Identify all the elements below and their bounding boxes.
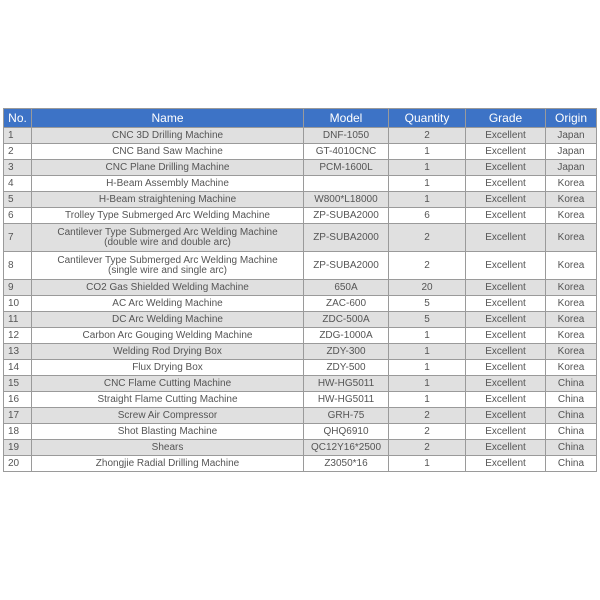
cell-no: 7 (4, 224, 32, 252)
table-row (4, 440, 597, 456)
cell-origin: Korea (546, 328, 597, 344)
cell-no: 8 (4, 252, 32, 280)
cell-no: 14 (4, 360, 32, 376)
cell-no: 18 (4, 424, 32, 440)
cell-name: CNC Flame Cutting Machine (32, 376, 304, 392)
cell-origin: Korea (546, 176, 597, 192)
table-row (4, 208, 597, 224)
cell-model: GRH-75 (304, 408, 389, 424)
table-row (4, 224, 597, 252)
cell-no: 13 (4, 344, 32, 360)
cell-name: Welding Rod Drying Box (32, 344, 304, 360)
table-row (4, 160, 597, 176)
cell-name: Shot Blasting Machine (32, 424, 304, 440)
cell-quantity: 5 (389, 296, 466, 312)
cell-origin: Korea (546, 360, 597, 376)
cell-name (32, 252, 304, 280)
cell-model: QHQ6910 (304, 424, 389, 440)
table-row (4, 392, 597, 408)
cell-name: Straight Flame Cutting Machine (32, 392, 304, 408)
cell-grade: Excellent (466, 144, 546, 160)
cell-name: H-Beam Assembly Machine (32, 176, 304, 192)
cell-name-line2: (double wire and double arc) (104, 236, 231, 248)
cell-origin: Japan (546, 128, 597, 144)
cell-grade: Excellent (466, 176, 546, 192)
table-row (4, 144, 597, 160)
cell-name: CO2 Gas Shielded Welding Machine (32, 280, 304, 296)
cell-no: 5 (4, 192, 32, 208)
cell-origin: China (546, 376, 597, 392)
cell-model: Z3050*16 (304, 456, 389, 472)
cell-grade: Excellent (466, 160, 546, 176)
cell-model: GT-4010CNC (304, 144, 389, 160)
cell-no: 19 (4, 440, 32, 456)
table-row (4, 408, 597, 424)
cell-origin: Korea (546, 224, 597, 252)
cell-origin: Japan (546, 144, 597, 160)
cell-no: 15 (4, 376, 32, 392)
cell-origin: Korea (546, 192, 597, 208)
table-row (4, 252, 597, 280)
cell-model: ZDG-1000A (304, 328, 389, 344)
header-no: No. (4, 109, 32, 128)
cell-model: DNF-1050 (304, 128, 389, 144)
cell-name: Shears (32, 440, 304, 456)
header-name: Name (32, 109, 304, 128)
cell-grade: Excellent (466, 424, 546, 440)
cell-origin: China (546, 424, 597, 440)
cell-no: 6 (4, 208, 32, 224)
cell-grade: Excellent (466, 312, 546, 328)
cell-name-line1: Cantilever Type Submerged Arc Welding Machine (57, 254, 278, 266)
cell-model: HW-HG5011 (304, 376, 389, 392)
cell-origin: Korea (546, 344, 597, 360)
cell-quantity: 6 (389, 208, 466, 224)
cell-grade: Excellent (466, 208, 546, 224)
cell-name: Screw Air Compressor (32, 408, 304, 424)
cell-quantity: 1 (389, 328, 466, 344)
cell-origin: Korea (546, 312, 597, 328)
cell-grade: Excellent (466, 344, 546, 360)
cell-model: ZAC-600 (304, 296, 389, 312)
table-row (4, 376, 597, 392)
cell-no: 1 (4, 128, 32, 144)
cell-origin: China (546, 440, 597, 456)
cell-grade: Excellent (466, 224, 546, 252)
cell-origin: Korea (546, 252, 597, 280)
cell-name: Zhongjie Radial Drilling Machine (32, 456, 304, 472)
cell-model: W800*L18000 (304, 192, 389, 208)
cell-origin: China (546, 392, 597, 408)
cell-quantity: 1 (389, 144, 466, 160)
cell-quantity: 1 (389, 344, 466, 360)
cell-model (304, 176, 389, 192)
cell-quantity: 2 (389, 408, 466, 424)
table-row (4, 456, 597, 472)
cell-origin: Korea (546, 280, 597, 296)
cell-name: CNC Plane Drilling Machine (32, 160, 304, 176)
cell-grade: Excellent (466, 280, 546, 296)
table-row (4, 312, 597, 328)
header-origin: Origin (546, 109, 597, 128)
cell-grade: Excellent (466, 296, 546, 312)
table-row (4, 424, 597, 440)
cell-model: ZP-SUBA2000 (304, 224, 389, 252)
cell-origin: Japan (546, 160, 597, 176)
cell-quantity: 2 (389, 224, 466, 252)
cell-name: Trolley Type Submerged Arc Welding Machine (32, 208, 304, 224)
cell-name: DC Arc Welding Machine (32, 312, 304, 328)
cell-grade: Excellent (466, 328, 546, 344)
cell-name: Flux Drying Box (32, 360, 304, 376)
cell-no: 3 (4, 160, 32, 176)
cell-no: 20 (4, 456, 32, 472)
cell-name: AC Arc Welding Machine (32, 296, 304, 312)
cell-no: 4 (4, 176, 32, 192)
cell-no: 17 (4, 408, 32, 424)
cell-origin: Korea (546, 296, 597, 312)
cell-quantity: 1 (389, 176, 466, 192)
table-row (4, 344, 597, 360)
cell-quantity: 2 (389, 424, 466, 440)
cell-grade: Excellent (466, 456, 546, 472)
cell-name: CNC Band Saw Machine (32, 144, 304, 160)
header-model: Model (304, 109, 389, 128)
cell-quantity: 5 (389, 312, 466, 328)
cell-model: HW-HG5011 (304, 392, 389, 408)
cell-model: 650A (304, 280, 389, 296)
table-row (4, 360, 597, 376)
cell-model: ZDY-500 (304, 360, 389, 376)
cell-name: H-Beam straightening Machine (32, 192, 304, 208)
equipment-table (3, 108, 597, 472)
cell-no: 2 (4, 144, 32, 160)
cell-quantity: 2 (389, 440, 466, 456)
cell-name: CNC 3D Drilling Machine (32, 128, 304, 144)
table-row (4, 176, 597, 192)
cell-quantity: 1 (389, 376, 466, 392)
table-row (4, 296, 597, 312)
cell-no: 16 (4, 392, 32, 408)
cell-quantity: 2 (389, 128, 466, 144)
cell-name: Carbon Arc Gouging Welding Machine (32, 328, 304, 344)
cell-no: 11 (4, 312, 32, 328)
cell-quantity: 1 (389, 392, 466, 408)
cell-grade: Excellent (466, 440, 546, 456)
cell-model: QC12Y16*2500 (304, 440, 389, 456)
cell-model: ZDY-300 (304, 344, 389, 360)
table-row (4, 280, 597, 296)
cell-quantity: 1 (389, 456, 466, 472)
cell-model: PCM-1600L (304, 160, 389, 176)
header-quantity: Quantity (389, 109, 466, 128)
cell-grade: Excellent (466, 252, 546, 280)
table-header-row (4, 109, 597, 128)
header-grade: Grade (466, 109, 546, 128)
cell-grade: Excellent (466, 128, 546, 144)
cell-grade: Excellent (466, 392, 546, 408)
cell-quantity: 1 (389, 360, 466, 376)
cell-grade: Excellent (466, 376, 546, 392)
table-row (4, 328, 597, 344)
cell-grade: Excellent (466, 408, 546, 424)
cell-origin: China (546, 456, 597, 472)
cell-quantity: 1 (389, 192, 466, 208)
cell-grade: Excellent (466, 360, 546, 376)
cell-quantity: 2 (389, 252, 466, 280)
cell-origin: Korea (546, 208, 597, 224)
cell-quantity: 20 (389, 280, 466, 296)
cell-no: 12 (4, 328, 32, 344)
cell-no: 10 (4, 296, 32, 312)
cell-name-line1: Cantilever Type Submerged Arc Welding Machine (57, 226, 278, 238)
cell-model: ZP-SUBA2000 (304, 252, 389, 280)
cell-no: 9 (4, 280, 32, 296)
cell-grade: Excellent (466, 192, 546, 208)
table-row (4, 192, 597, 208)
cell-name (32, 224, 304, 252)
cell-model: ZP-SUBA2000 (304, 208, 389, 224)
cell-origin: China (546, 408, 597, 424)
table-row (4, 128, 597, 144)
cell-name-line2: (single wire and single arc) (108, 264, 227, 276)
cell-model: ZDC-500A (304, 312, 389, 328)
cell-quantity: 1 (389, 160, 466, 176)
